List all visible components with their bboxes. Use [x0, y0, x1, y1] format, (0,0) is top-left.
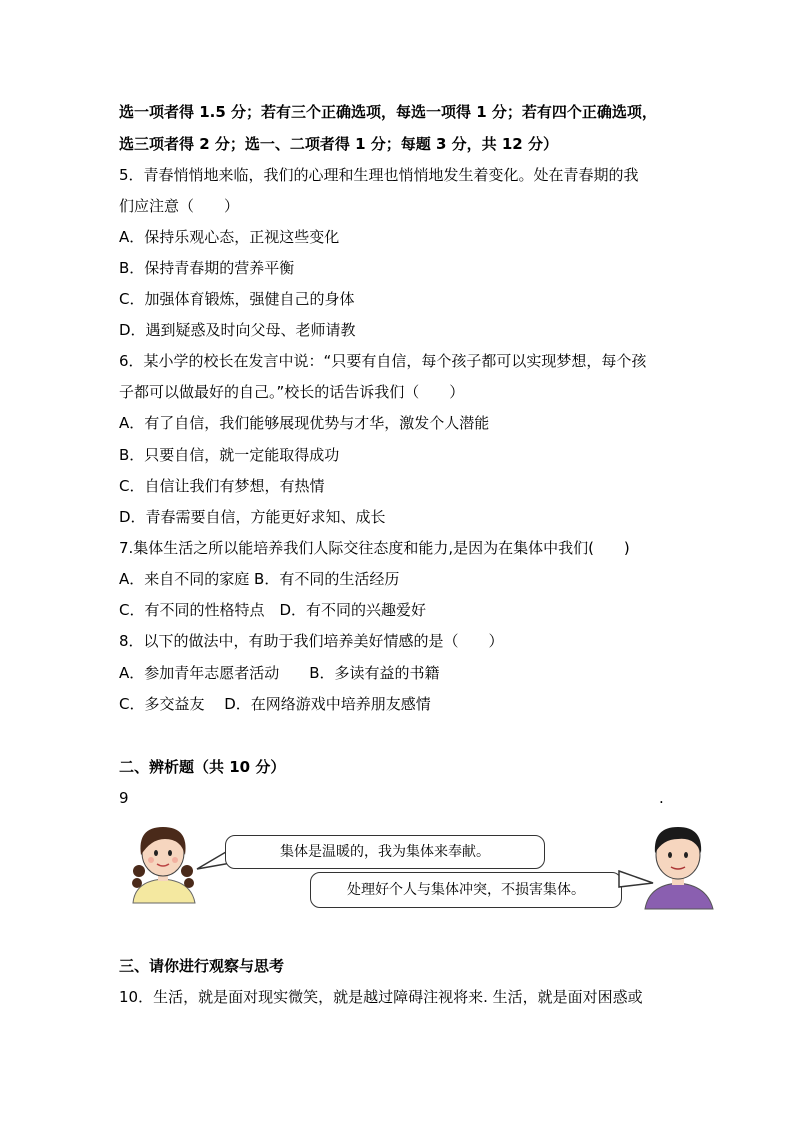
- option-a: A．保持乐观心态，正视这些变化: [119, 228, 340, 246]
- option-a: A．有了自信，我们能够展现优势与才华，激发个人潜能: [119, 414, 490, 432]
- option-d: D．遇到疑惑及时向父母、老师请教: [119, 321, 356, 339]
- dialogue-illustration: [125, 815, 727, 910]
- section-3-title: 三、请你进行观察与思考: [119, 957, 285, 975]
- question-stem: 6．某小学的校长在发言中说：“只要有自信，每个孩子都可以实现梦想，每个孩: [119, 352, 647, 370]
- instructions-line-2: 选三项者得 2 分；选一、二项者得 1 分；每题 3 分，共 12 分）: [119, 135, 558, 153]
- option-b: B．只要自信，就一定能取得成功: [119, 446, 340, 464]
- option-d: D．青春需要自信，方能更好求知、成长: [119, 508, 386, 526]
- speech-bubble-2: 处理好个人与集体冲突，不损害集体。: [310, 872, 622, 908]
- option-b: B．保持青春期的营养平衡: [119, 259, 295, 277]
- question-stem: 8．以下的做法中，有助于我们培养美好情感的是（ ）: [119, 632, 504, 650]
- boy-illustration: [633, 815, 723, 910]
- option-a-b: A．参加青年志愿者活动 B．多读有益的书籍: [119, 664, 440, 682]
- option-c: C．加强体育锻炼，强健自己的身体: [119, 290, 355, 308]
- question-9-dot: .: [659, 789, 664, 807]
- option-c-d: C．多交益友 D．在网络游戏中培养朋友感情: [119, 695, 431, 713]
- question-stem: 们应注意（ ）: [119, 197, 240, 215]
- option-a-b: A．来自不同的家庭 B．有不同的生活经历: [119, 570, 400, 588]
- speech-bubble-1: 集体是温暖的，我为集体来奉献。: [225, 835, 545, 869]
- girl-illustration: [125, 815, 203, 907]
- option-c: C．自信让我们有梦想，有热情: [119, 477, 325, 495]
- question-stem: 5．青春悄悄地来临，我们的心理和生理也悄悄地发生着变化。处在青春期的我: [119, 166, 639, 184]
- question-10-stem: 10．生活，就是面对现实微笑，就是越过障碍注视将来. 生活，就是面对困惑或: [119, 988, 643, 1006]
- question-stem: 子都可以做最好的自己。”校长的话告诉我们（ ）: [119, 383, 465, 401]
- question-9-number: 9: [119, 789, 129, 807]
- instructions-line-1: 选一项者得 1.5 分；若有三个正确选项，每选一项得 1 分；若有四个正确选项，: [119, 103, 657, 121]
- question-stem: 7.集体生活之所以能培养我们人际交往态度和能力,是因为在集体中我们( ): [119, 539, 630, 557]
- option-c-d: C．有不同的性格特点 D．有不同的兴趣爱好: [119, 601, 427, 619]
- section-2-title: 二、辨析题（共 10 分）: [119, 758, 286, 776]
